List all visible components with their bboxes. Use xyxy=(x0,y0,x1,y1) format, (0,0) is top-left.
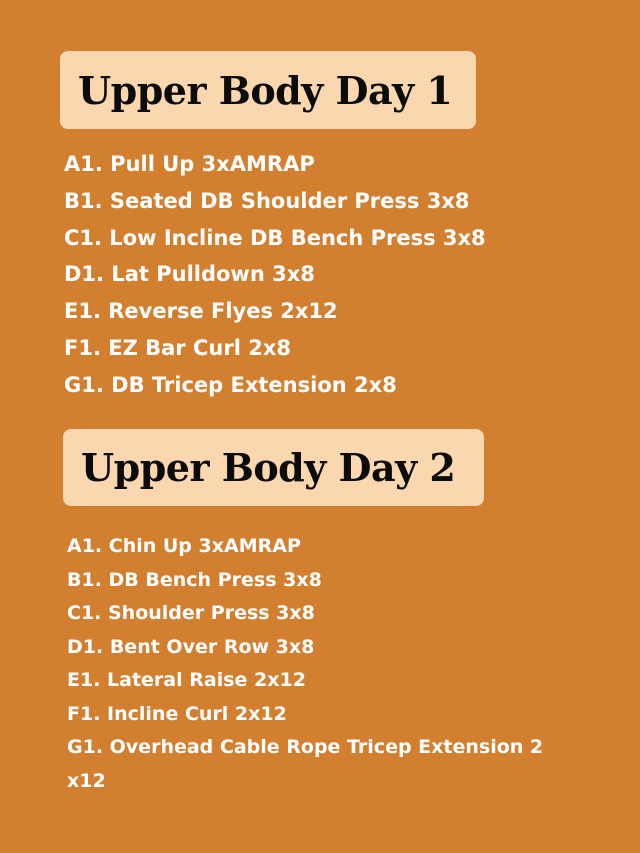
exercise-item: E1. Lateral Raise 2x12 xyxy=(67,669,306,691)
day2-title: Upper Body Day 2 xyxy=(81,445,456,490)
day2-title-box xyxy=(63,429,484,506)
exercise-item: A1. Pull Up 3xAMRAP xyxy=(64,152,315,176)
exercise-item: D1. Bent Over Row 3x8 xyxy=(67,635,315,658)
day1-exercise-list xyxy=(64,146,486,404)
exercise-item: A1. Chin Up 3xAMRAP xyxy=(67,535,301,557)
exercise-item: D1. Lat Pulldown 3x8 xyxy=(64,262,315,287)
exercise-item: C1. Shoulder Press 3x8 xyxy=(67,602,315,624)
exercise-item: E1. Reverse Flyes 2x12 xyxy=(64,299,338,324)
exercise-item: C1. Low Incline DB Bench Press 3x8 xyxy=(64,225,486,250)
exercise-item: B1. DB Bench Press 3x8 xyxy=(67,568,322,591)
exercise-item-continuation: x12 xyxy=(67,769,106,792)
exercise-item: F1. Incline Curl 2x12 xyxy=(67,702,287,725)
day1-title: Upper Body Day 1 xyxy=(78,67,453,113)
exercise-item: G1. DB Tricep Extension 2x8 xyxy=(64,372,397,397)
exercise-item: B1. Seated DB Shoulder Press 3x8 xyxy=(64,188,470,213)
exercise-item: F1. EZ Bar Curl 2x8 xyxy=(64,335,291,360)
exercise-item: G1. Overhead Cable Rope Tricep Extension 2 xyxy=(67,736,544,758)
day1-title-box xyxy=(60,51,476,129)
day2-exercise-list xyxy=(67,530,543,798)
